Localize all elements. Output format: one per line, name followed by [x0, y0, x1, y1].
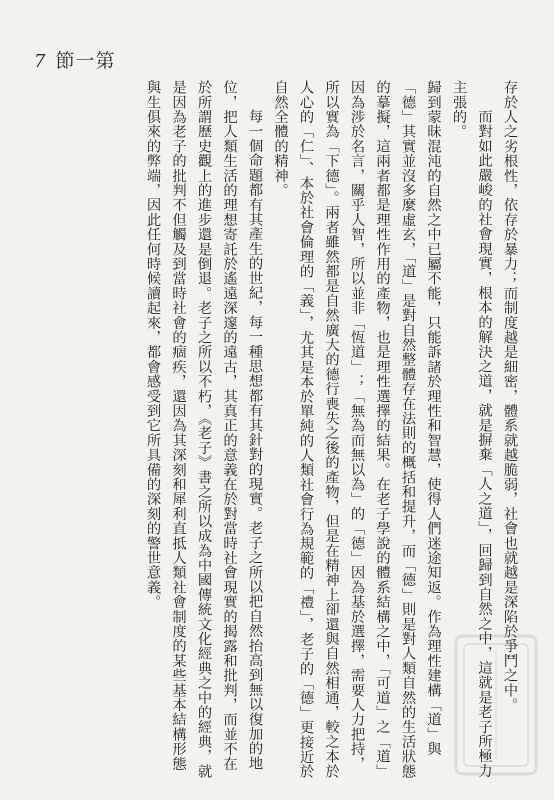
page-number: 7: [34, 51, 46, 72]
paragraph-2: 而對如此嚴峻的社會現實，根本的解決之道，就是摒棄「人之道」，回歸到自然之中，這就是老子所極力主張的。: [451, 80, 493, 778]
section-title: 節一第: [55, 50, 116, 72]
paragraph-3: 歸到蒙昧混沌的自然之中已屬不能，只能訴諸於理性和智慧，使得人們迷途知返。作為理性建構「道」與「德」其實並沒多麼虛玄，「道」是對自然整體存在法則的概括和提升，而「德」則是對人類自然的生活狀態的摹擬，這兩者都是理性作用的產物，也是理性選擇的結果。在老子學說的體系結構之中，「可道」之「道」因為涉於名言，關乎人智，所以並非「恆道」；「無為而無以為」的「德」因為基於選擇，需要人力把持，所以實為「下德」。兩者雖然都是自然廣大的德行喪失之後的產物，但是在精神上卻還與自然相通，較之本於人心的「仁」、本於社會倫理的「義」，尤其是本於單純的人類社會行為規範的「禮」，老子的「德」更接近於自然全體的精神。: [272, 80, 442, 779]
vertical-text-body: [118, 80, 522, 780]
paragraph-1: 存於人之劣根性，依存於暴力；而制度越是細密，體系就越脆弱，社會也就越是深陷於爭鬥之中。: [502, 80, 518, 713]
paragraph-4: 每一個命題都有其產生的世紀，每一種思想都有其針對的現實。老子之所以把自然抬高到無以復加的地位，把人類生活的理想寄託於遙遠深邃的遠古，其真正的意義在於對當時社會現實的揭露和批判，而並不在於所謂歷史觀上的進步還是倒退。老子之所以不朽，《老子》書之所以成為中國傳統文化經典之中的經典，就是因為老子的批判不但觸及到當時社會的痼疾，還因為其深刻和犀利直抵人類社會制度的某些基本結構形態與生俱來的弊端，因此任何時候讀起來，都會感受到它所具備的深刻的警世意義。: [145, 80, 263, 779]
running-header: [34, 46, 115, 73]
